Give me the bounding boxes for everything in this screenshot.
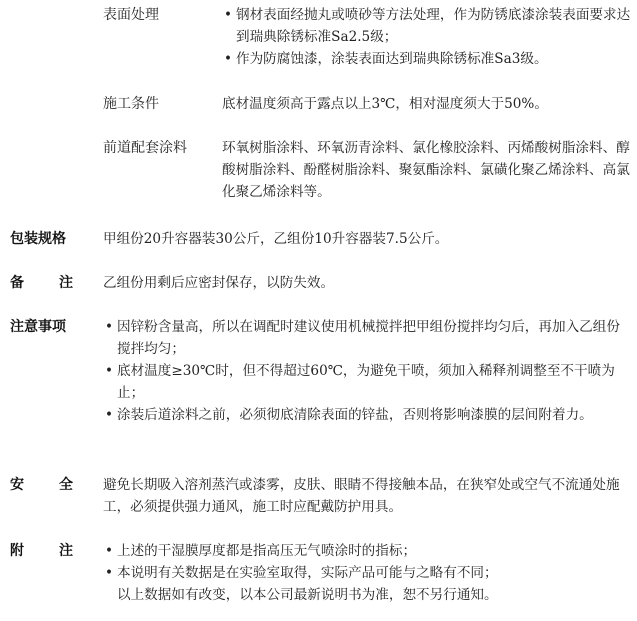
appendix-extra-line: 以上数据如有改变，以本公司最新说明书为准，恕不另行通知。 — [117, 587, 498, 603]
surface-treatment-label: 表面处理 — [103, 7, 159, 23]
notes-label: 注意事项 — [10, 319, 66, 335]
notes-content — [103, 316, 633, 426]
conditions-label: 施工条件 — [103, 96, 159, 112]
safety-text: 避免长期吸入溶剂蒸汽或漆雾，皮肤、眼睛不得接触本品，在狭窄处或空气不流通处施工，必须提供强力通风，施工时应配戴防护用具。 — [103, 477, 620, 515]
remarks-label-char-2: 注 — [59, 275, 73, 291]
notes-bullet-3: • 涂装后道涂料之前，必须彻底清除表面的锌盐，否则将影响漆膜的层间附着力。 — [103, 404, 633, 426]
notes-bullet-1: • 因锌粉含量高，所以在调配时建议使用机械搅拌把甲组份搅拌均匀后，再加入乙组份搅拌均匀； — [103, 316, 633, 360]
remarks-label-char-1: 备 — [10, 275, 24, 291]
precoat-text: 环氧树脂涂料、环氧沥青涂料、氯化橡胶涂料、丙烯酸树脂涂料、醇酸树脂涂料、酚醛树脂涂料、聚氨酯涂料、氯磺化聚乙烯涂料、高氯化聚乙烯涂料等。 — [222, 140, 630, 200]
safety-label-char-1: 安 — [10, 477, 24, 493]
conditions-text: 底材温度须高于露点以上3℃，相对湿度须大于50%。 — [222, 96, 548, 112]
appendix-label-char-2: 注 — [59, 543, 73, 559]
packaging-text: 甲组份20升容器装30公斤，乙组份10升容器装7.5公斤。 — [103, 231, 449, 247]
remarks-label — [10, 272, 73, 294]
appendix-content — [103, 540, 633, 606]
surface-bullet-1: • 钢材表面经抛丸或喷砂等方法处理，作为防锈底漆涂装表面要求达到瑞典除锈标准Sa2.5级； — [222, 4, 634, 48]
packaging-label: 包装规格 — [10, 231, 66, 247]
precoat-label: 前道配套涂料 — [103, 140, 187, 156]
safety-label-char-2: 全 — [59, 477, 73, 493]
safety-label — [10, 474, 73, 496]
appendix-bullet-1: • 上述的干湿膜厚度都是指高压无气喷涂时的指标； — [103, 540, 633, 562]
surface-bullet-2: • 作为防腐蚀漆，涂装表面达到瑞典除锈标准Sa3级。 — [222, 48, 634, 70]
appendix-bullet-2: • 本说明有关数据是在实验室取得，实际产品可能与之略有不同； — [103, 562, 633, 584]
remarks-text: 乙组份用剩后应密封保存，以防失效。 — [103, 275, 335, 291]
surface-treatment-content — [222, 4, 634, 70]
appendix-label — [10, 540, 73, 562]
notes-bullet-2: • 底材温度≥30℃时，但不得超过60℃，为避免干喷，须加入稀释剂调整至不干喷为止； — [103, 360, 633, 404]
appendix-label-char-1: 附 — [10, 543, 24, 559]
